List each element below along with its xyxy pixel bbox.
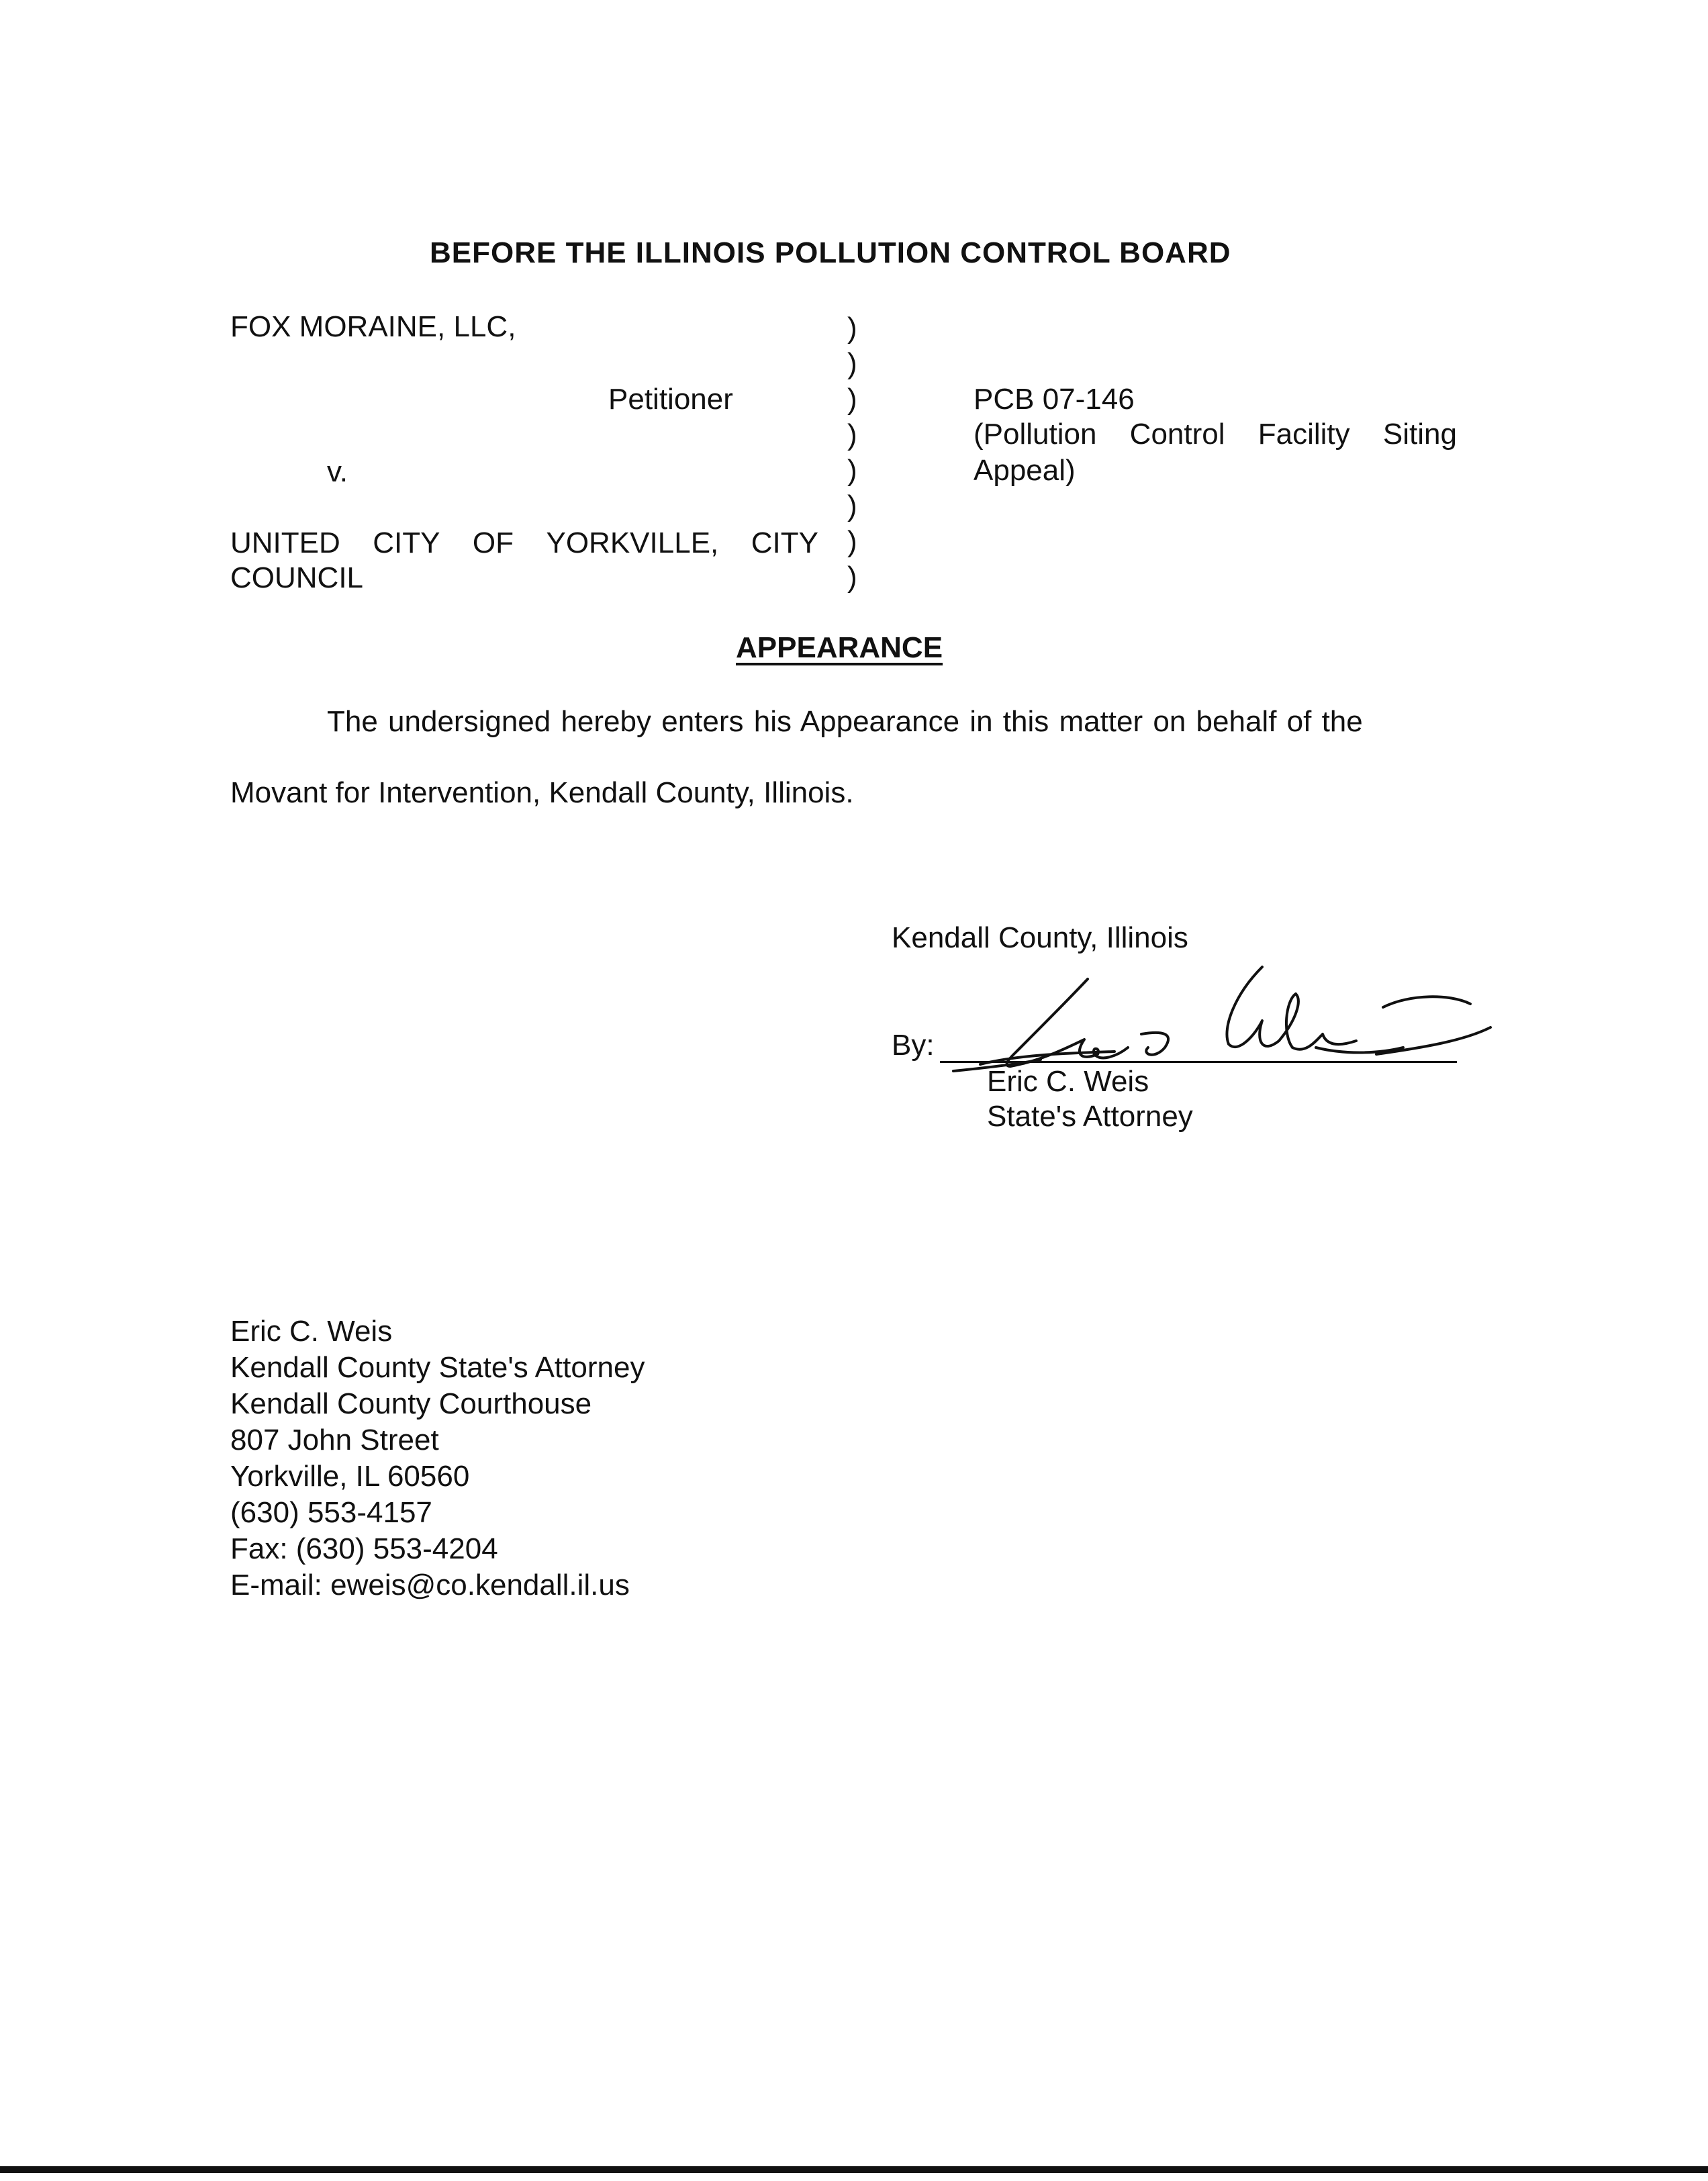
signature-entity: Kendall County, Illinois [892,921,1188,954]
signer-name: Eric C. Weis [987,1065,1149,1098]
paragraph-line-2: Movant for Intervention, Kendall County, Illinois. [230,776,854,809]
contact-block [230,1313,645,1604]
caption-parentheses: ) ) ) ) ) ) ) ) [847,312,857,594]
by-label: By: [892,1029,935,1062]
contact-office: Kendall County Courthouse [230,1387,592,1420]
petitioner-role: Petitioner [608,383,733,416]
respondent-line-1: UNITED CITY OF YORKVILLE, CITY [230,526,818,559]
paragraph-line-1: The undersigned hereby enters his Appearance in this matter on behalf of the [327,705,1363,738]
board-title: BEFORE THE ILLINOIS POLLUTION CONTROL BOARD [430,236,1231,269]
case-number: PCB 07-146 [974,383,1135,416]
versus-label: v. [327,455,348,488]
handwritten-signature [940,954,1517,1081]
contact-title: Kendall County State's Attorney [230,1351,645,1384]
contact-city: Yorkville, IL 60560 [230,1460,470,1493]
contact-email: E-mail: eweis@co.kendall.il.us [230,1569,630,1602]
case-type-line-2: Appeal) [974,454,1076,487]
page-bottom-rule [0,2166,1708,2173]
signer-title: State's Attorney [987,1100,1193,1133]
contact-phone: (630) 553-4157 [230,1496,432,1529]
case-type-line-1: (Pollution Control Facility Siting [974,418,1457,451]
contact-street: 807 John Street [230,1424,439,1456]
petitioner-name: FOX MORAINE, LLC, [230,310,516,343]
appearance-heading: APPEARANCE [736,631,943,664]
contact-fax: Fax: (630) 553-4204 [230,1532,498,1565]
respondent-line-2: COUNCIL [230,561,364,594]
contact-name: Eric C. Weis [230,1315,393,1348]
